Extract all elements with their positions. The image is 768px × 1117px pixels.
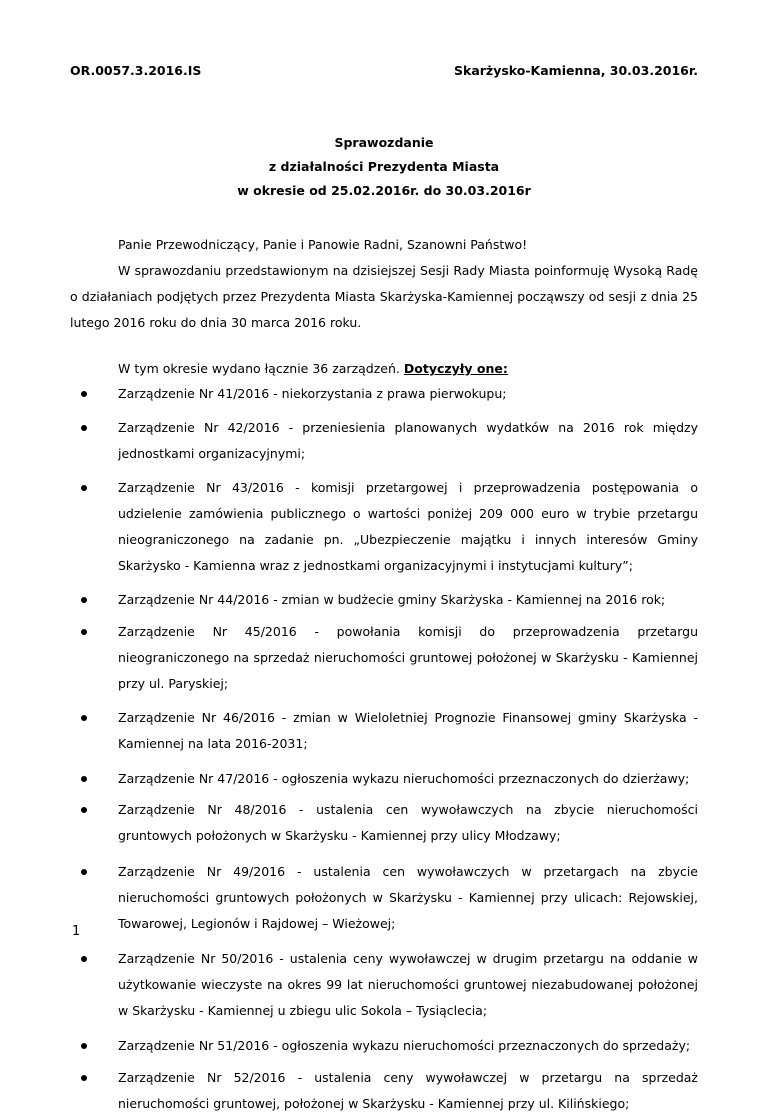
bullet-icon [81, 956, 87, 962]
list-item-text: Zarządzenie Nr 41/2016 - niekorzystania z prawa pierwokupu; [118, 386, 507, 401]
list-item-text: Zarządzenie Nr 45/2016 - powołania komisji do przeprowadzenia przetargu nieograniczonego na sprzedaż nieruchomości gruntowej położonej w Skarżysku - Kamiennej przy ul. Paryskiej; [118, 624, 698, 691]
list-item-text: Zarządzenie Nr 50/2016 - ustalenia ceny wywoławczej w drugim przetargu na oddanie w użytkowanie wieczyste na okres 99 lat nieruchomości gruntowej niezabudowanej położonej w Skarżysku - Kamiennej u zbiegu ulic Sokola – Tysiąclecia; [118, 951, 698, 1018]
list-item-text: Zarządzenie Nr 42/2016 - przeniesienia planowanych wydatków na 2016 rok między jednostkami organizacyjnymi; [118, 420, 698, 461]
bullet-icon [81, 425, 87, 431]
list-item-text: Zarządzenie Nr 49/2016 - ustalenia cen wywoławczych w przetargach na zbycie nieruchomości gruntowych położonych w Skarżysku - Kamiennej przy ulicach: Rejowskiej, Towarowej, Legionów i Rajdowej – Wieżowej; [118, 864, 698, 931]
summary-emphasis: Dotyczyły one: [403, 361, 508, 376]
bullet-icon [81, 715, 87, 721]
list-item-text: Zarządzenie Nr 44/2016 - zmian w budżecie gminy Skarżyska - Kamiennej na 2016 rok; [118, 592, 666, 607]
bullet-icon [81, 1043, 87, 1049]
bullet-icon [81, 776, 87, 782]
list-item-text: Zarządzenie Nr 46/2016 - zmian w Wieloletniej Prognozie Finansowej gminy Skarżyska - Kamiennej na lata 2016-2031; [118, 710, 698, 751]
report-title: Sprawozdanie [334, 135, 434, 150]
list-item-text: Zarządzenie Nr 51/2016 - ogłoszenia wykazu nieruchomości przeznaczonych do sprzedaży; [118, 1038, 691, 1053]
bullet-icon [81, 391, 87, 397]
summary-text: W tym okresie wydano łącznie 36 zarządzeń. [118, 361, 400, 376]
bullet-icon [81, 1075, 87, 1081]
list-item-text: Zarządzenie Nr 43/2016 - komisji przetargowej i przeprowadzenia postępowania o udzielenie zamówienia publicznego o wartości poniżej 209 000 euro w trybie przetargu nieograniczonego na zadanie pn. „Ubezpieczenie majątku i innych interesów Gminy Skarżysko - Kamienna wraz z jednostkami organizacyjnymi i instytucjami kultury”; [118, 480, 698, 573]
page-number: 1 [72, 924, 81, 939]
bullet-icon [81, 597, 87, 603]
list-item-text: Zarządzenie Nr 47/2016 - ogłoszenia wykazu nieruchomości przeznaczonych do dzierżawy; [118, 771, 690, 786]
list-item-text: Zarządzenie Nr 48/2016 - ustalenia cen wywoławczych na zbycie nieruchomości gruntowych położonych w Skarżysku - Kamiennej przy ulicy Młodzawy; [118, 802, 698, 843]
report-period: w okresie od 25.02.2016r. do 30.03.2016r [237, 183, 531, 198]
bullet-icon [81, 807, 87, 813]
report-subtitle: z działalności Prezydenta Miasta [268, 159, 500, 174]
bullet-icon [81, 485, 87, 491]
bullet-icon [81, 629, 87, 635]
bullet-icon [81, 869, 87, 875]
place-and-date: Skarżysko-Kamienna, 30.03.2016r. [454, 63, 698, 78]
summary-line [118, 361, 508, 376]
document-reference: OR.0057.3.2016.IS [70, 63, 202, 78]
intro-paragraph: W sprawozdaniu przedstawionym na dzisiejszej Sesji Rady Miasta poinformuję Wysoką Radę o działaniach podjętych przez Prezydenta Miasta Skarżyska-Kamiennej począwszy od sesji z dnia 25 lutego 2016 roku do dnia 30 marca 2016 roku. [70, 263, 698, 330]
list-item-text: Zarządzenie Nr 52/2016 - ustalenia ceny wywoławczej w przetargu na sprzedaż nieruchomości gruntowej, położonej w Skarżysku - Kamiennej przy ul. Kilińskiego; [118, 1070, 698, 1111]
greeting: Panie Przewodniczący, Panie i Panowie Radni, Szanowni Państwo! [118, 237, 528, 252]
